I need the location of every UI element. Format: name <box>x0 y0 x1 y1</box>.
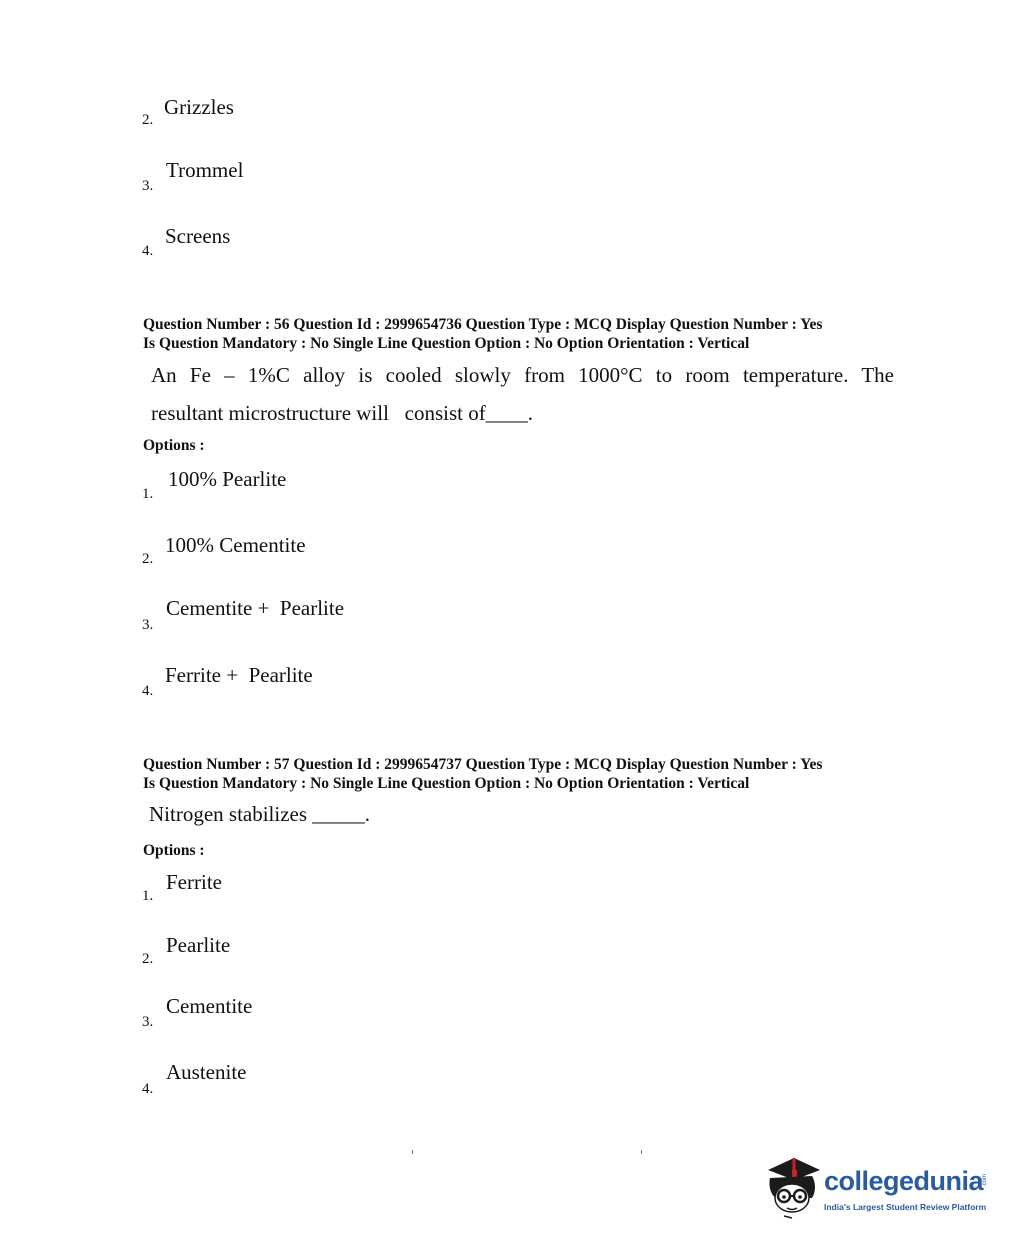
q57-option-2-number: 2. <box>142 951 154 967</box>
q56-meta-line1: Question Number : 56 Question Id : 2999654736 Question Type : MCQ Display Question Number : Yes <box>143 316 823 333</box>
q56-option-3-text: Cementite + Pearlite <box>166 596 345 620</box>
logo-wordmark: collegedunia <box>824 1166 984 1196</box>
q56-option-4-number: 4. <box>142 683 154 699</box>
q57-option-3-number: 3. <box>142 1014 154 1030</box>
logo-tagline: India's Largest Student Review Platform <box>824 1202 987 1212</box>
q56-option-2-number: 2. <box>142 551 154 567</box>
q56-options-label: Options : <box>143 437 205 454</box>
prev-option-4-text: Screens <box>165 224 231 248</box>
q57-option-3-text: Cementite <box>166 994 253 1018</box>
q56-option-3-number: 3. <box>142 617 154 633</box>
logo-dotcom: .com <box>982 1174 988 1188</box>
q56-question-text-line2: resultant microstructure will consist of____. <box>151 401 534 425</box>
q57-meta-line1: Question Number : 57 Question Id : 2999654737 Question Type : MCQ Display Question Number : Yes <box>143 756 823 773</box>
q56-option-2-text: 100% Cementite <box>165 533 306 557</box>
q57-meta-line2: Is Question Mandatory : No Single Line Question Option : No Option Orientation : Vertical <box>143 775 750 792</box>
q56-question-text-line1: An Fe – 1%C alloy is cooled slowly from 1000°C to room temperature. The <box>151 363 894 387</box>
q57-option-4-number: 4. <box>142 1081 154 1097</box>
q56-option-4-text: Ferrite + Pearlite <box>165 663 313 687</box>
collegedunia-logo <box>762 1152 992 1224</box>
scan-mark-right <box>641 1150 642 1154</box>
collegedunia-mascot-icon <box>762 1152 822 1220</box>
q57-option-1-text: Ferrite <box>166 870 222 894</box>
prev-option-3-number: 3. <box>142 178 154 194</box>
q56-meta-line2: Is Question Mandatory : No Single Line Question Option : No Option Orientation : Vertical <box>143 335 750 352</box>
q56-option-1-number: 1. <box>142 486 154 502</box>
prev-option-4-number: 4. <box>142 243 154 259</box>
scan-mark-left <box>412 1150 413 1154</box>
prev-option-2-text: Grizzles <box>164 95 234 119</box>
prev-option-3-text: Trommel <box>166 158 244 182</box>
q57-option-1-number: 1. <box>142 888 154 904</box>
q57-question-text: Nitrogen stabilizes _____. <box>149 802 371 826</box>
q57-option-4-text: Austenite <box>166 1060 247 1084</box>
prev-option-2-number: 2. <box>142 112 154 128</box>
q56-option-1-text: 100% Pearlite <box>168 467 287 491</box>
q57-options-label: Options : <box>143 842 205 859</box>
q57-option-2-text: Pearlite <box>166 933 231 957</box>
